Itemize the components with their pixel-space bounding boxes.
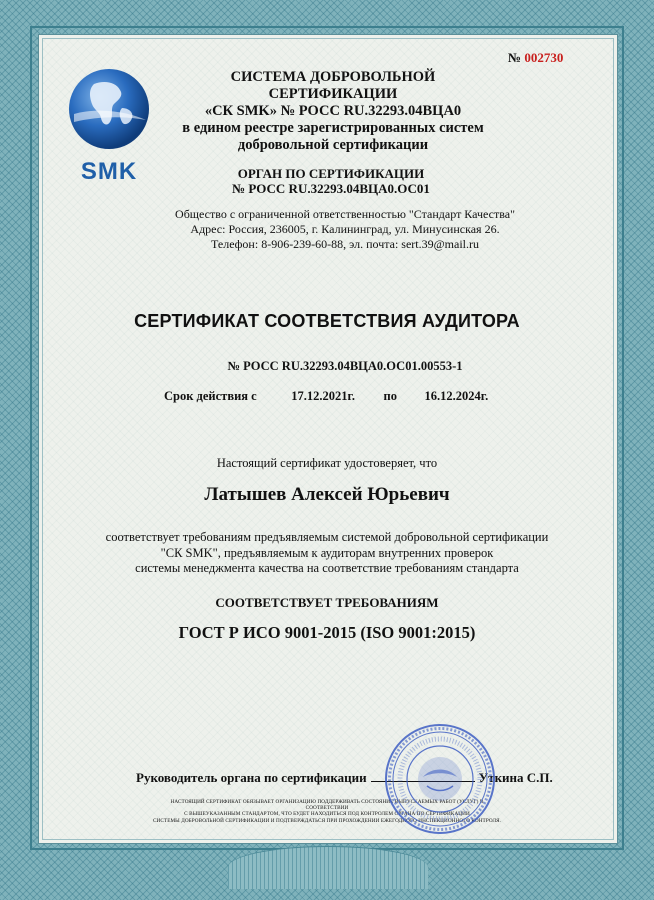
- validity-label: Срок действия с: [164, 389, 257, 403]
- certification-body: [200, 166, 462, 196]
- company-contacts: Телефон: 8-906-239-60-88, эл. почта: sert.39@mail.ru: [211, 237, 479, 251]
- header-line-4: добровольной сертификации: [237, 137, 429, 153]
- organ-line-1: ОРГАН ПО СЕРТИФИКАЦИИ: [237, 166, 425, 181]
- footnote-line-1: НАСТОЯЩИЙ СЕРТИФИКАТ ОБЯЗЫВАЕТ ОРГАНИЗАЦИЮ ПОДДЕРЖИВАТЬ СОСТОЯНИЕ ВЫПУСКАЕМЫХ РАБОТ (УСЛУГ) В СООТВЕТСТВИИ: [170, 799, 484, 812]
- company-name: Общество с ограниченной ответственностью "Стандарт Качества": [175, 207, 515, 221]
- conformity-line-1: соответствует требованиям предъявляемым системой добровольной сертификации: [105, 530, 549, 544]
- registration-number: № РОСС RU.32293.04ВЦА0.ОС01.00553-1: [227, 359, 463, 373]
- bottom-ornament: [228, 846, 428, 889]
- signature-label: Руководитель органа по сертификации: [136, 770, 367, 785]
- footnote-line-3: СИСТЕМЫ ДОБРОВОЛЬНОЙ СЕРТИФИКАЦИИ И ПОДТВЕРЖДАТЬСЯ ПРИ ПРОХОЖДЕНИИ ЕЖЕГОДНОГО ИНСПЕКЦИОННОГО КОНТРОЛЯ.: [152, 817, 502, 824]
- serial-prefix: №: [508, 50, 522, 65]
- header-line-2: «СК SMK» № РОСС RU.32293.04ВЦА0: [204, 103, 462, 119]
- standard-name: ГОСТ Р ИСО 9001-2015 (ISO 9001:2015): [178, 623, 476, 642]
- conformity-line-3: системы менеджмента качества на соответствие требованиям стандарта: [135, 561, 519, 575]
- footnote-line-2: С ВЫШЕУКАЗАННЫМ СТАНДАРТОМ, ЧТО БУДЕТ НАХОДИТЬСЯ ПОД КОНТРОЛЕМ ОРГАНА ПО СЕРТИФИКАЦИИ: [184, 811, 470, 818]
- certification-system-header: [172, 69, 494, 154]
- conformity-line-2: "СК SMK", предъявляемым к аудиторам внутренних проверок: [160, 545, 494, 560]
- certificate-title: СЕРТИФИКАТ СООТВЕТСТВИЯ АУДИТОРА: [134, 311, 520, 331]
- validity-to: 16.12.2024г.: [424, 389, 489, 403]
- organ-line-2: № РОСС RU.32293.04ВЦА0.ОС01: [232, 181, 430, 196]
- signatory-name: Уткина С.П.: [478, 770, 553, 785]
- certification-seal-icon: [383, 722, 497, 836]
- header-line-3: в едином реестре зарегистрированных систем: [182, 120, 484, 136]
- company-address: Адрес: Россия, 236005, г. Калининград, ул. Минусинская 26.: [190, 222, 500, 236]
- complies-heading: СООТВЕТСТВУЕТ ТРЕБОВАНИЯМ: [215, 595, 439, 610]
- header-line-1: СИСТЕМА ДОБРОВОЛЬНОЙ СЕРТИФИКАЦИИ: [230, 69, 436, 102]
- certificate-serial-number: [508, 50, 563, 66]
- logo-text: SMK: [80, 158, 138, 185]
- validity-period: [164, 389, 501, 404]
- smk-logo: [64, 64, 154, 188]
- person-name: Латышев Алексей Юрьевич: [204, 484, 450, 505]
- serial-value: 002730: [524, 50, 564, 65]
- validity-separator: по: [383, 389, 397, 403]
- certificate-intro: Настоящий сертификат удостоверяет, что: [216, 456, 438, 470]
- company-details: [150, 207, 540, 252]
- conformity-statement: [96, 530, 558, 577]
- globe-icon: [64, 64, 154, 154]
- validity-from: 17.12.2021г.: [291, 389, 355, 403]
